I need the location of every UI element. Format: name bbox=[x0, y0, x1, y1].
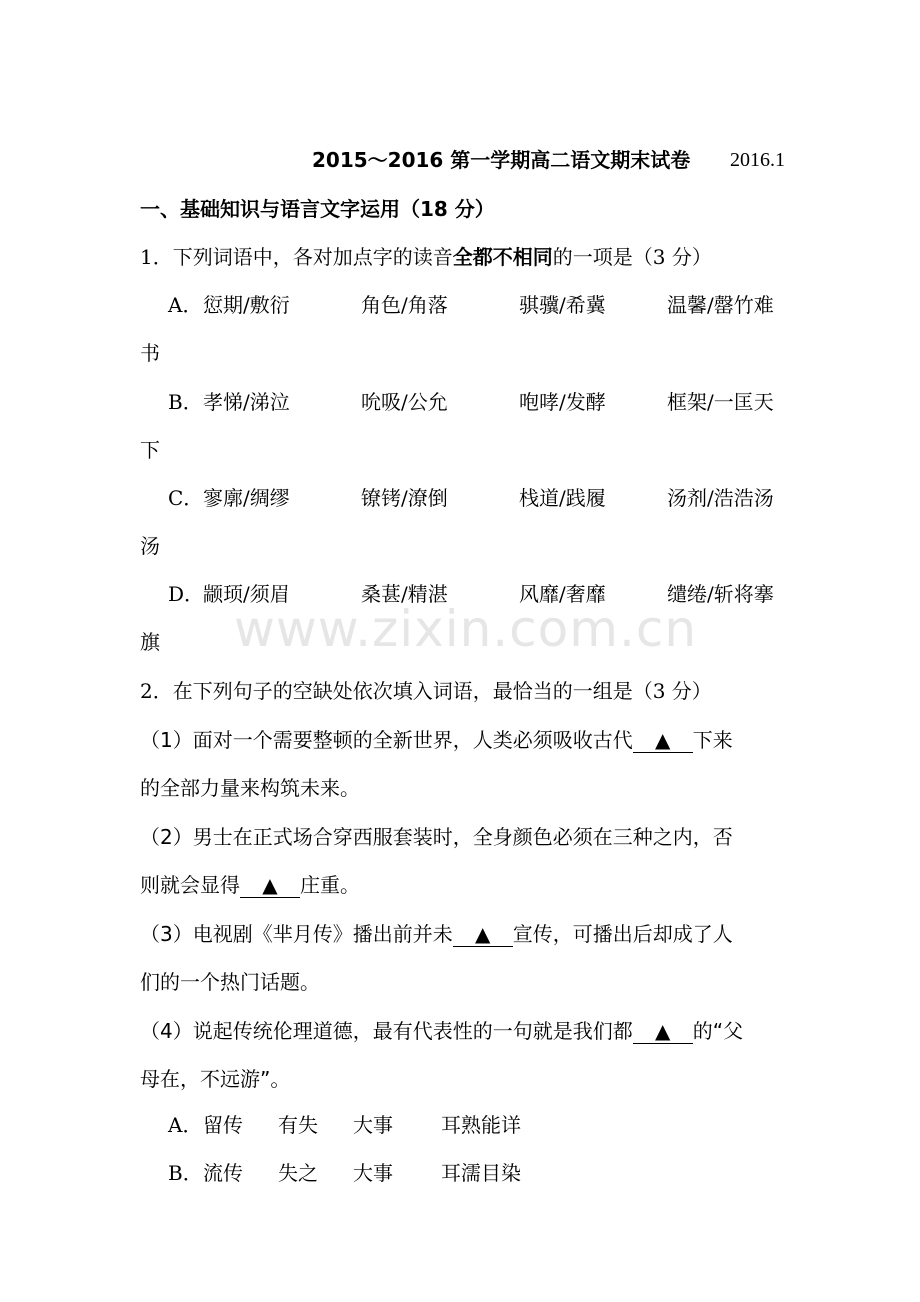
sentence-2-line-2 bbox=[140, 871, 360, 899]
option-item: 耳濡目染 bbox=[441, 1161, 521, 1185]
section-heading: 一、基础知识与语言文字运用（18 分） bbox=[140, 197, 495, 221]
option-label: D． bbox=[168, 582, 205, 606]
option-item: 大事 bbox=[353, 1161, 393, 1185]
option-item: 愆期/敷衍 bbox=[203, 293, 290, 317]
option-wrap: 下 bbox=[140, 438, 160, 462]
option-label: C． bbox=[168, 486, 204, 510]
option-item: 风靡/奢靡 bbox=[519, 582, 606, 606]
sentence-1-line-1 bbox=[140, 726, 733, 754]
option-item: 有失 bbox=[278, 1113, 318, 1137]
option-label: A． bbox=[168, 293, 203, 317]
option-item: 角色/角落 bbox=[361, 293, 448, 317]
option-item: 汤剂/浩浩汤 bbox=[667, 486, 774, 510]
sentence-text: 庄重。 bbox=[300, 873, 360, 897]
sentence-text: 的“父 bbox=[692, 1019, 744, 1043]
option-item: 吮吸/公允 bbox=[361, 390, 448, 414]
option-item: 耳熟能详 bbox=[441, 1113, 521, 1137]
option-item: 寥廓/绸缪 bbox=[203, 486, 290, 510]
fill-blank: ▲ bbox=[240, 873, 300, 898]
option-item: 留传 bbox=[203, 1113, 243, 1137]
sentence-4-line-2: 母在，不远游”。 bbox=[140, 1067, 291, 1091]
sentence-text: （4）说起传统伦理道德，最有代表性的一句就是我们都 bbox=[140, 1019, 633, 1043]
option-item: 栈道/践履 bbox=[519, 486, 606, 510]
sentence-1-line-2: 的全部力量来构筑未来。 bbox=[140, 776, 360, 800]
option-label: A． bbox=[168, 1113, 203, 1137]
question-1-prefix: 1．下列词语中，各对加点字的读音 bbox=[140, 245, 453, 269]
sentence-text: 下来 bbox=[692, 728, 733, 752]
option-item: 缱绻/斩将搴 bbox=[667, 582, 774, 606]
option-item: 孝悌/涕泣 bbox=[203, 390, 290, 414]
exam-title: 2015～2016 第一学期高二语文期末试卷 bbox=[312, 148, 691, 172]
watermark-text: www.zixin.com.cn bbox=[234, 600, 698, 658]
question-2-stem: 2．在下列句子的空缺处依次填入词语，最恰当的一组是（3 分） bbox=[140, 679, 712, 703]
fill-blank: ▲ bbox=[633, 1019, 693, 1044]
sentence-4-line-1 bbox=[140, 1017, 743, 1045]
option-label: B． bbox=[168, 390, 203, 414]
option-item: 失之 bbox=[278, 1161, 318, 1185]
option-wrap: 旗 bbox=[140, 630, 160, 654]
option-item: 骐骥/希冀 bbox=[519, 293, 606, 317]
option-item: 温馨/罄竹难 bbox=[667, 293, 774, 317]
sentence-text: （1）面对一个需要整顿的全新世界，人类必须吸收古代 bbox=[140, 728, 633, 752]
question-1-suffix: 的一项是（3 分） bbox=[552, 245, 712, 269]
option-item: 流传 bbox=[203, 1161, 243, 1185]
option-wrap: 书 bbox=[140, 341, 160, 365]
sentence-text: （3）电视剧《芈月传》播出前并未 bbox=[140, 922, 453, 946]
sentence-3-line-1 bbox=[140, 920, 733, 948]
option-item: 咆哮/发酵 bbox=[519, 390, 606, 414]
fill-blank: ▲ bbox=[453, 922, 513, 947]
option-item: 大事 bbox=[353, 1113, 393, 1137]
question-1-emphasis: 全都不相同 bbox=[452, 245, 553, 269]
option-item: 颛顼/须眉 bbox=[203, 582, 290, 606]
sentence-3-line-2: 们的一个热门话题。 bbox=[140, 970, 320, 994]
exam-date: 2016.1 bbox=[730, 149, 785, 171]
option-item: 镣铐/潦倒 bbox=[361, 486, 448, 510]
fill-blank: ▲ bbox=[633, 728, 693, 753]
sentence-text: 则就会显得 bbox=[140, 873, 240, 897]
option-item: 框架/一匡天 bbox=[667, 390, 774, 414]
sentence-2-line-1: （2）男士在正式场合穿西服套装时，全身颜色必须在三种之内，否 bbox=[140, 825, 733, 849]
sentence-text: 宣传，可播出后却成了人 bbox=[512, 922, 733, 946]
option-wrap: 汤 bbox=[140, 534, 160, 558]
option-label: B． bbox=[168, 1161, 203, 1185]
option-item: 桑葚/精湛 bbox=[361, 582, 448, 606]
question-1-stem bbox=[140, 243, 712, 271]
